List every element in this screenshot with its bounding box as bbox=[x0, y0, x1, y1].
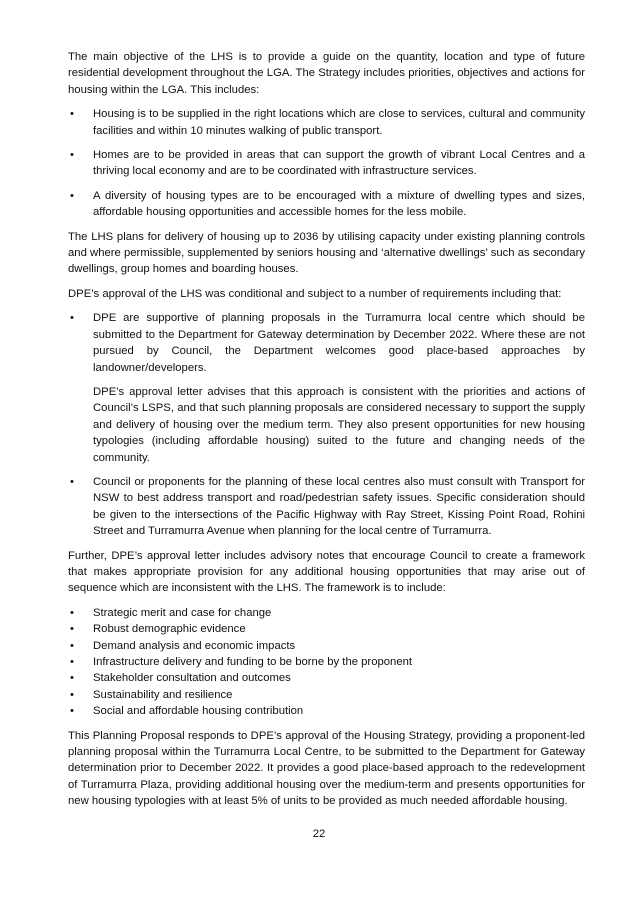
list-item bbox=[68, 474, 585, 540]
list-item: • Infrastructure delivery and funding to be borne by the proponent bbox=[68, 654, 585, 670]
list-item: • Sustainability and resilience bbox=[68, 687, 585, 703]
list-item: • Robust demographic evidence bbox=[68, 621, 585, 637]
list-item: • Homes are to be provided in areas that can support the growth of vibrant Local Centres and a thriving local economy and are to be coordinated with infrastructure services. bbox=[68, 147, 585, 180]
list-item: • Stakeholder consultation and outcomes bbox=[68, 670, 585, 686]
objectives-list bbox=[68, 106, 585, 220]
framework-paragraph: Further, DPE’s approval letter includes advisory notes that encourage Council to create a framework that makes appropriate provision for any additional housing opportunities that may arise out of sequence which are inconsistent with the LHS. The framework is to include: bbox=[68, 549, 585, 595]
list-item: • Housing is to be supplied in the right locations which are close to services, cultural and community facilities and within 10 minutes walking of public transport. bbox=[68, 106, 585, 139]
list-item: • Strategic merit and case for change bbox=[68, 605, 585, 621]
approval-paragraph: DPE’s approval of the LHS was conditional and subject to a number of requirements including that: bbox=[68, 287, 562, 300]
requirements-list bbox=[68, 310, 585, 539]
requirement-text: DPE are supportive of planning proposals in the Turramurra local centre which should be submitted to the Department for Gateway determination by December 2022. Where these are not pursued by Council, the Department welcomes good place-based approaches by landowner/developers. bbox=[93, 312, 585, 374]
list-item: • A diversity of housing types are to be encouraged with a mixture of dwelling types and sizes, affordable housing opportunities and accessible homes for the less mobile. bbox=[68, 188, 585, 221]
framework-list bbox=[68, 605, 585, 720]
capacity-paragraph: The LHS plans for delivery of housing up to 2036 by utilising capacity under existing planning controls and where permissible, supplemented by seniors housing and ‘alternative dwellings’ such as secondary dwellings, group homes and boarding houses. bbox=[68, 230, 585, 276]
intro-paragraph: The main objective of the LHS is to provide a guide on the quantity, location and type of future residential development throughout the LGA. The Strategy includes priorities, objectives and actions for housing within the LGA. This includes: bbox=[68, 51, 585, 96]
requirement-subtext: DPE’s approval letter advises that this approach is consistent with the priorities and actions of Council’s LSPS, and that such planning proposals are considered necessary to support the supply and delivery of housing over the medium term. They also present opportunities for new housing typologies (including affordable housing) suited to the future and changing needs of the community. bbox=[93, 385, 585, 464]
closing-paragraph: This Planning Proposal responds to DPE’s approval of the Housing Strategy, providing a proponent-led planning proposal within the Turramurra Local Centre, to be submitted to the Department for Gateway determination prior to December 2022. It provides a good place-based approach to the redevelopment of Turramurra Plaza, providing additional housing over the medium-term and presents opportunities for new housing typologies with at least 5% of units to be provided as much needed affordable housing. bbox=[68, 729, 585, 808]
list-item bbox=[68, 310, 585, 466]
list-item: • Social and affordable housing contribution bbox=[68, 703, 585, 719]
requirement-text: Council or proponents for the planning of these local centres also must consult with Transport for NSW to best address transport and road/pedestrian safety issues. Specific consideration should be given to the intersections of the Pacific Highway with Ray Street, Kissing Point Road, Rohini Street and Turramurra Avenue when planning for the local centre of Turramurra. bbox=[93, 475, 585, 538]
page-body bbox=[68, 49, 585, 818]
list-item: • Demand analysis and economic impacts bbox=[68, 638, 585, 654]
page-number: 22 bbox=[312, 828, 326, 840]
